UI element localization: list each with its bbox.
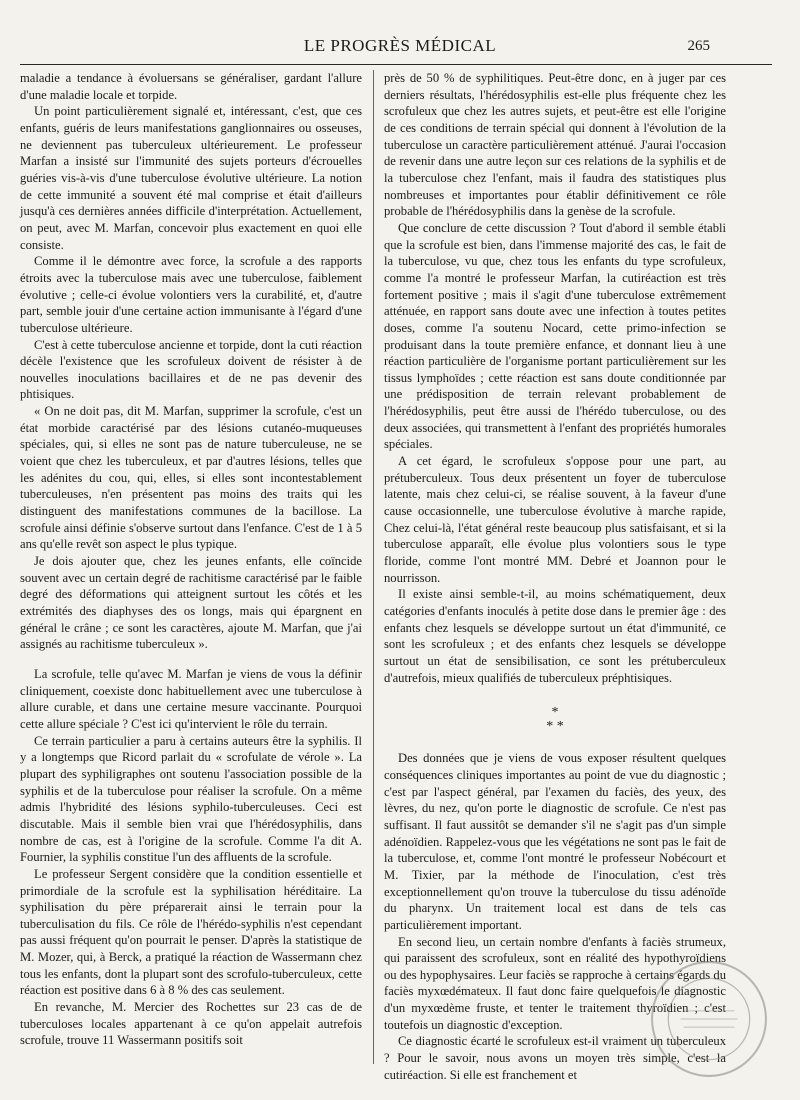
page-header	[0, 34, 800, 60]
page-number: 265	[687, 38, 710, 54]
paragraph: A cet égard, le scrofuleux s'oppose pour une part, au prétuberculeux. Tous deux présentent un foyer de tuberculose latente, mais chez celui-ci, se réalise souvent, à la faveur d'une cause occasionnelle, une tuberculose évolutive à marche rapide, Chez celui-là, l'état général reste beaucoup plus satisfaisant, et si la tuberculose apparaît, elle évolue plus volontiers sous le type floride, comme l'ont montré MM. Debré et Joannon pour le nourrisson.	[384, 454, 726, 585]
paragraph: Un point particulièrement signalé et, intéressant, c'est, que ces enfants, guéris de leurs manifestations ganglionnaires ou osseuses, ne deviennent pas tuberculeux ultérieurement. Le professeur Marfan a insisté sur l'immunité des sujets porteurs d'écrouelles guéries vis-à-vis d'une tuberculose évolutive ultérieure. La notion de cette immunité a souvent été mal comprise et était d'ailleurs jusqu'à ces dernières années difficile d'interprétation. Actuellement, on peut, avec M. Marfan, concevoir plus exactement en quoi elle consiste.	[20, 104, 362, 252]
paragraph: Il existe ainsi semble-t-il, au moins schématiquement, deux catégories d'enfants inoculés à petite dose dans le premier âge : des enfants chez lesquels se développe surtout un état d'immunité, ce sont les scrofuleux ; et des enfants chez lesquels se développe surtout un état de sensibilisation, ce sont les prétuberculeux d'autrefois, mieux qualifiés de tuberculeux préphtisiques.	[384, 587, 726, 685]
paragraph: Ce terrain particulier a paru à certains auteurs être la syphilis. Il y a longtemps que Ricord parlait du « scrofulate de vérole ». La plupart des syphiligraphes ont soutenu l'association possible de la syphilis et de la tuberculose pour réaliser la scrofule. On a même admis l'hybridité des lésions syphilo-tuberculeuses. Ceci est discutable. Mais il semble bien vrai que l'hérédosyphilis, dans nombre de cas, est à l'origine de la scrofule. Comme l'a dit A. Fournier, la syphilis constitue l'un des affluents de la scrofule.	[20, 733, 362, 865]
paragraph: En revanche, M. Mercier des Rochettes sur 23 cas de de tuberculoses locales appartenant à ce qu'on appelait autrefois scrofule, trouve 11 Wassermann positifs soit	[20, 1000, 362, 1048]
paragraph: Je dois ajouter que, chez les jeunes enfants, elle coïncide souvent avec un certain degré de rachitisme caractérisé par le faible degré des déformations qui atteignent surtout les côtés et les extrémités des diaphyses des os longs, mais qui épargnent en général le crâne ; ce sont les caractères, ajoute M. Marfan, que j'ai assignés au rachitisme tuberculeux ».	[20, 554, 362, 652]
paragraph: Le professeur Sergent considère que la condition essentielle et primordiale de la scrofule est la syphilisation héréditaire. La syphilisation du père préparerait ainsi le terrain pour la tuberculisation du fils. Ce rôle de l'hérédo-syphilis n'est cependant pas aussi fréquent qu'on pourrait le penser. D'après la statistique de M. Mozer, qui, à Berck, a pratiqué la réaction de Wassermann chez tous les enfants, dont la plupart sont des scrofulo-tuberculeux, cette réaction est positive dans 6 à 8 % des cas seulement.	[20, 866, 362, 998]
paragraph: « On ne doit pas, dit M. Marfan, supprimer la scrofule, c'est un état morbide caractérisé par des lésions cutanéo-muqueuses spéciales, qui, si elles ne sont pas de nature tuberculeuse, ne se voient que chez les tuberculeux, et par d'autres lésions, telles que les adénites du cou, qui, elles, si elles sont incontestablement tuberculeuses, n'en présentent pas moins des traits qui les distinguent des manifestations communes de la bacillose. La scrofule ainsi définie s'observe surtout dans l'enfance. C'est de 1 à 5 ans qu'elle revêt son aspect le plus typique.	[20, 404, 362, 552]
paragraph: Des données que je viens de vous exposer résultent quelques conséquences cliniques importantes au point de vue du diagnostic ; c'est par l'aspect général, par l'examen du faciès, des yeux, des lèvres, du nez, qu'on porte le diagnostic de scrofule. Ce n'est pas suffisant. Il faut aussitôt se demander s'il ne s'agit pas d'un simple adénoïdien. Rappelez-vous que les végétations ne sont pas le fait de la tuberculose, et, comme l'ont montré le professeur Nobécourt et M. Tixier, par la méthode de l'inoculation, c'est très exceptionnellement qu'on trouve la tuberculose du tissu adénoïde du pharynx. Un traitement local est dans de tels cas particulièrement important.	[384, 751, 726, 932]
asterism-separator: * * *	[546, 705, 564, 735]
paragraph: maladie a tendance à évoluersans se généraliser, gardant l'allure d'une maladie locale et torpide.	[20, 71, 362, 102]
paragraph: Ce diagnostic écarté le scrofuleux est-il vraiment un tuberculeux ? Pour le savoir, nous avons un moyen très simple, c'est la cutiréaction. Si elle est franchement et	[384, 1034, 726, 1082]
journal-title: LE PROGRÈS MÉDICAL	[303, 36, 497, 55]
paragraph: En second lieu, un certain nombre d'enfants à faciès strumeux, qui paraissent des scrofuleux, sont en réalité des hypothyroïdiens ou des hypophysaires. Leur faciès se rapproche à certains égards du faciès myxœdémateux. Il faut donc faire quelquefois le diagnostic d'un myxœdème fruste, et tenter le traitement thyroïdien ; c'est toutefois un diagnostic d'exception.	[384, 934, 726, 1032]
header-rule	[20, 64, 772, 65]
left-column	[20, 70, 362, 1070]
paragraph: près de 50 % de syphilitiques. Peut-être donc, en à juger par ces derniers résultats, l'hérédosyphilis est-elle plus fréquente chez les scrofuleux que chez les autres sujets, et peut-être est elle l'origine de ces conditions de terrain spécial qui donnent à l'évolution de la tuberculose un caractère particulièrement atténué. J'aurai l'occasion de revenir dans une autre leçon sur ces relations de la syphilis et de la tuberculose chez l'enfant, mais il faudra des statistiques plus nombreuses et importantes pour établir définitivement ce rôle probable de l'hérédosyphilis dans la genèse de la scrofule.	[384, 71, 726, 219]
paragraph: Que conclure de cette discussion ? Tout d'abord il semble établi que la scrofule est bien, dans l'immense majorité des cas, le fait de la tuberculose, vu que, chez tous les enfants du type scrofuleux, comme l'a montré le professeur Marfan, la cutiréaction est très fortement positive ; mais il s'agit d'une tuberculose extrêmement atténuée, en rapport sans doute avec une infection à toutes petites doses, comme l'a soutenu Nocard, cette primo-infection se produisant dans la toute première enfance, et donnant lieu à une réaction particulière de l'organisme portant particulièrement sur les tissus lymphoïdes ; cette réaction est sans doute conditionnée par une prédisposition de terrain relevant probablement de l'hérédosyphilis, peut être aussi de l'hérédo tuberculose, ou des deux associées, qui transmettent à l'enfant des propriétés humorales spéciales.	[384, 220, 726, 452]
library-stamp	[648, 958, 770, 1080]
paragraph: C'est à cette tuberculose ancienne et torpide, dont la cuti réaction décèle l'existence que les scrofuleux doivent de résister à de nouvelles inoculations bacillaires et de ne pas devenir des phtisiques.	[20, 337, 362, 402]
right-column	[384, 70, 726, 1082]
paragraph: La scrofule, telle qu'avec M. Marfan je viens de vous la définir cliniquement, coexiste donc habituellement avec une tuberculose à allure curable, et dans une certaine mesure vaccinante. Pourquoi cette allure spéciale ? C'est ici qu'intervient le rôle du terrain.	[20, 666, 362, 731]
column-divider	[373, 70, 374, 1064]
paragraph: Comme il le démontre avec force, la scrofule a des rapports étroits avec la tuberculose mais avec une tuberculose, faiblement évolutive ; celle-ci évolue volontiers vers la curabilité, et, d'autre part, semble jouir d'une certaine action immunisante à l'égard d'une tuberculose ultérieure.	[20, 254, 362, 335]
